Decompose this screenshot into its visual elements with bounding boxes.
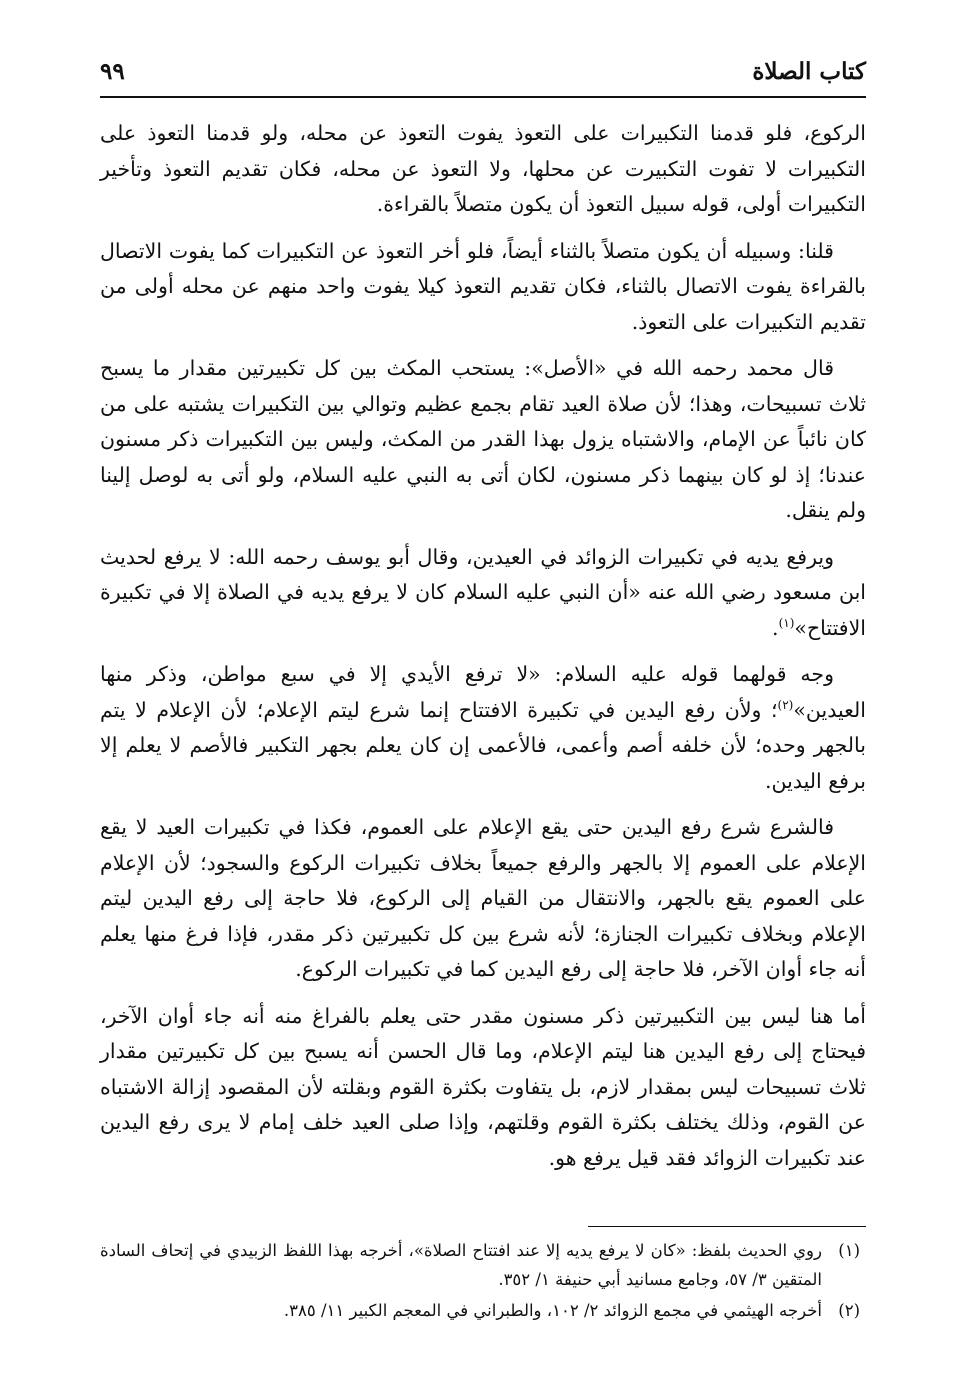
paragraph: قال محمد رحمه الله في «الأصل»: يستحب المكث بين كل تكبيرتين مقدار ما يسبح ثلاث تسبيحات، وهذا؛ لأن صلاة العيد تقام بجمع عظيم وتوالي بين التكبيرات يشتبه على من كان نائباً عن الإمام، والاشتباه يزول بهذا القدر من المكث، وليس بين التكبيرات ذكر مسنون عندنا؛ إذ لو كان بينهما ذكر مسنون، لكان أتى به النبي عليه السلام، ولو أتى به لوصل إلينا ولم ينقل. xyxy=(100,356,866,522)
book-page xyxy=(100,0,866,1399)
footnote-text: أخرجه الهيثمي في مجمع الزوائد ٢/ ١٠٢، والطبراني في المعجم الكبير ١١/ ٣٨٥. xyxy=(283,1301,822,1320)
footnotes xyxy=(100,1236,866,1327)
footnote-separator xyxy=(588,1226,866,1227)
main-text xyxy=(100,116,866,1187)
paragraph: ويرفع يديه في تكبيرات الزوائد في العيدين، وقال أبو يوسف رحمه الله: لا يرفع لحديث ابن مسعود رضي الله عنه «أن النبي عليه السلام كان لا يرفع يديه في الصلاة إلا في تكبيرة الافتتاح»$^{(١)}$. xyxy=(100,544,866,640)
page-header xyxy=(100,58,866,92)
footnote-text: روي الحديث بلفظ: «كان لا يرفع يديه إلا عند افتتاح الصلاة»، أخرجه بهذا اللفظ الزبيدي في إتحاف السادة المتقين ٣/ ٥٧، وجامع مسانيد أبي حنيفة ١/ ٣٥٢. xyxy=(100,1241,822,1289)
footnote-mark: (١) xyxy=(838,1241,860,1260)
chapter-title: كتاب الصلاة xyxy=(752,58,866,85)
paragraph: قلنا: وسبيله أن يكون متصلاً بالثناء أيضاً، فلو أخر التعوذ عن التكبيرات كما يفوت الاتصال بالقراءة يفوت الاتصال بالثناء، فكان تقديم التعوذ كيلا يفوت واحد منهم عن محله أولى من تقديم التكبيرات على التعوذ. xyxy=(100,238,866,334)
paragraph: أما هنا ليس بين التكبيرتين ذكر مسنون مقدر حتى يعلم بالفراغ منه أنه جاء أوان الآخر، فيحتاج إلى رفع اليدين هنا ليتم الإعلام، وما قال الحسن أنه يسبح بين كل تكبيرتين مقدار ثلاث تسبيحات ليس بمقدار لازم، بل يتفاوت بكثرة القوم وبقلته لأن المقصود إزالة الاشتباه عن القوم، وذلك يختلف بكثرة القوم وقلتهم، وإذا صلى العيد خلف إمام لا يرى رفع اليدين عند تكبيرات الزوائد فقد قيل يرفع هو. xyxy=(100,1003,866,1170)
page-number: ٩٩ xyxy=(100,58,125,85)
footnote xyxy=(100,1236,866,1294)
paragraph: الركوع، فلو قدمنا التكبيرات على التعوذ يفوت التعوذ عن محله، ولو قدمنا التعوذ على التكبيرات لا تفوت التكبيرت عن محلها، ولا التعوذ عن محله، فكان تقديم التعوذ وتأخير التكبيرات أولى، قوله سبيل التعوذ أن يكون متصلاً بالقراءة. xyxy=(100,121,866,216)
footnote-ref[interactable]: (١) xyxy=(778,615,795,630)
footnote-ref[interactable]: (٢) xyxy=(777,697,794,712)
footnote xyxy=(100,1296,866,1325)
header-rule xyxy=(100,96,866,98)
footnote-mark: (٢) xyxy=(838,1301,860,1320)
paragraph: وجه قولهما قوله عليه السلام: «لا ترفع الأيدي إلا في سبع مواطن، وذكر منها العيدين»$^{(٢)}$؛ ولأن رفع اليدين في تكبيرة الافتتاح إنما شرع ليتم الإعلام؛ لأن الإعلام لا يتم بالجهر وحده؛ لأن خلفه أصم وأعمى، فالأعمى إن كان يعلم بجهر التكبير فالأصم لا يعلم إلا برفع اليدين. xyxy=(100,662,866,793)
paragraph: فالشرع شرع رفع اليدين حتى يقع الإعلام على العموم، فكذا في تكبيرات العيد لا يقع الإعلام على العموم إلا بالجهر والرفع جميعاً بخلاف تكبيرات الركوع والسجود؛ لأن الإعلام على العموم يقع بالجهر، والانتقال من القيام إلى الركوع، فلا حاجة إلى رفع اليدين ليتم الإعلام وبخلاف تكبيرات الجنازة؛ لأنه شرع بين كل تكبيرتين ذكر مقدر، فإذا فرغ منها يعلم أنه جاء أوان الآخر، فلا حاجة إلى رفع اليدين كما في تكبيرات الركوع. xyxy=(100,815,866,981)
